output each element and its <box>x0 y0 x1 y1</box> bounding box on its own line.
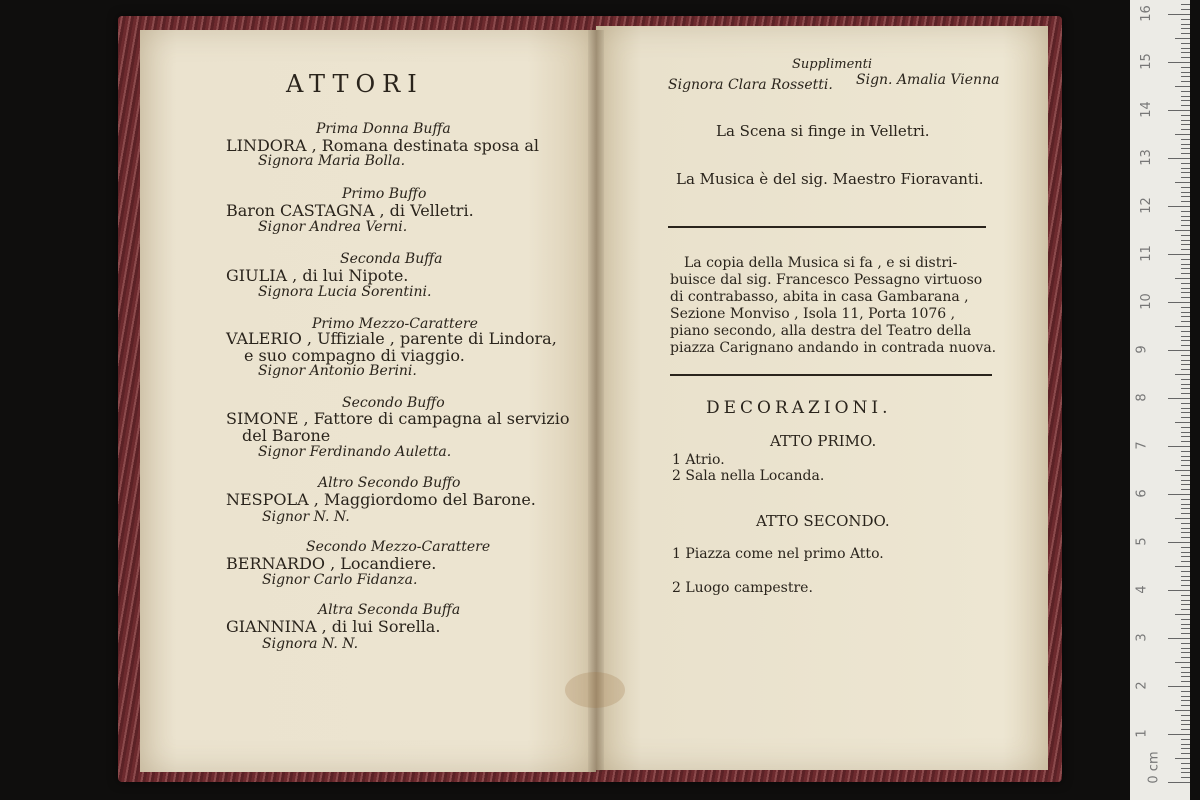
ruler-tick <box>1175 518 1190 519</box>
cast-role: Primo Mezzo-Carattere <box>312 316 478 332</box>
ruler-tick <box>1181 772 1190 773</box>
ruler-tick <box>1181 748 1190 749</box>
ruler-tick <box>1181 120 1190 121</box>
notice-line: piazza Carignano andando in contrada nuova. <box>670 340 997 356</box>
ruler-tick <box>1181 196 1190 197</box>
ruler-tick <box>1181 513 1190 514</box>
ruler-tick <box>1181 384 1190 385</box>
ruler-tick <box>1181 115 1190 116</box>
ruler-tick <box>1181 489 1190 490</box>
ruler-tick <box>1168 782 1190 783</box>
divider-rule <box>668 226 986 228</box>
ruler-tick <box>1181 244 1190 245</box>
ruler-tick <box>1181 624 1190 625</box>
ruler-tick <box>1181 700 1190 701</box>
ruler-tick <box>1175 86 1190 87</box>
ruler-tick <box>1168 158 1190 159</box>
ruler-tick <box>1181 153 1190 154</box>
ruler-tick <box>1181 105 1190 106</box>
cast-role: Seconda Buffa <box>340 251 443 267</box>
ruler-tick <box>1181 192 1190 193</box>
ruler-tick <box>1168 734 1190 735</box>
ruler-tick <box>1181 609 1190 610</box>
ruler-tick <box>1181 249 1190 250</box>
ruler-tick <box>1181 345 1190 346</box>
ruler-tick <box>1168 254 1190 255</box>
ruler-tick <box>1181 240 1190 241</box>
cast-actor: Signora N. N. <box>262 636 359 652</box>
atto-primo-title: ATTO PRIMO. <box>770 432 877 450</box>
supplementi-name: Signora Clara Rossetti. <box>668 77 833 93</box>
ruler-tick <box>1181 408 1190 409</box>
ruler-number: 10 <box>1138 293 1154 310</box>
ruler-tick <box>1175 470 1190 471</box>
ruler-number: 13 <box>1138 149 1154 166</box>
ruler-tick <box>1181 648 1190 649</box>
ruler-tick <box>1181 667 1190 668</box>
cast-actor: Signor Andrea Verni. <box>258 219 408 235</box>
atto-secondo-title: ATTO SECONDO. <box>756 512 890 530</box>
ruler-number: 1 <box>1134 729 1150 738</box>
ruler-tick <box>1168 686 1190 687</box>
ruler-tick <box>1181 264 1190 265</box>
cast-character: GIULIA , di lui Nipote. <box>226 266 409 285</box>
ruler-tick <box>1181 499 1190 500</box>
ruler-tick <box>1181 571 1190 572</box>
ruler-tick <box>1181 283 1190 284</box>
ruler-number: 16 <box>1138 5 1154 22</box>
ruler-number: 12 <box>1138 197 1154 214</box>
cast-actor: Signora Lucia Sorentini. <box>258 284 432 300</box>
ruler-tick <box>1181 724 1190 725</box>
ruler-tick <box>1181 81 1190 82</box>
ruler-tick <box>1181 321 1190 322</box>
ruler-tick <box>1181 19 1190 20</box>
ruler-tick <box>1181 556 1190 557</box>
cast-character: Baron CASTAGNA , di Velletri. <box>226 201 474 220</box>
scena-line: La Scena si finge in Velletri. <box>716 122 930 140</box>
ruler-tick <box>1181 600 1190 601</box>
ruler-tick <box>1181 504 1190 505</box>
ruler-tick <box>1181 480 1190 481</box>
cast-character: SIMONE , Fattore di campagna al servizio <box>226 409 570 428</box>
ruler-unit-label: 0 cm <box>1146 751 1162 784</box>
ruler-tick <box>1181 216 1190 217</box>
ruler-tick <box>1168 446 1190 447</box>
ruler-tick <box>1181 268 1190 269</box>
ruler-tick <box>1175 758 1190 759</box>
decorazioni-title: DECORAZIONI. <box>706 398 892 418</box>
ruler-tick <box>1181 532 1190 533</box>
ruler-tick <box>1175 614 1190 615</box>
ruler-tick <box>1181 43 1190 44</box>
cast-actor: Signor Carlo Fidanza. <box>262 572 418 588</box>
ruler-number: 6 <box>1134 489 1150 498</box>
ruler-tick <box>1181 436 1190 437</box>
ruler-tick <box>1168 590 1190 591</box>
ruler-number: 14 <box>1138 101 1154 118</box>
ruler-tick <box>1181 163 1190 164</box>
ruler-tick <box>1175 182 1190 183</box>
ruler-tick <box>1181 619 1190 620</box>
ruler-tick <box>1168 494 1190 495</box>
ruler-tick <box>1181 777 1190 778</box>
ruler-tick <box>1181 225 1190 226</box>
cast-character-continued: e suo compagno di viaggio. <box>244 346 465 365</box>
ruler-tick <box>1181 753 1190 754</box>
ruler-tick <box>1181 297 1190 298</box>
supplementi-label: Supplimenti <box>792 57 873 72</box>
ruler-tick <box>1181 379 1190 380</box>
ruler-tick <box>1181 72 1190 73</box>
ruler-tick <box>1181 484 1190 485</box>
ruler-tick <box>1181 172 1190 173</box>
ruler-number: 9 <box>1134 345 1150 354</box>
ruler-tick <box>1181 552 1190 553</box>
ruler-tick <box>1181 412 1190 413</box>
notice-line: La copia della Musica si fa , e si distri- <box>684 255 958 271</box>
ruler-tick <box>1181 432 1190 433</box>
ruler-tick <box>1181 763 1190 764</box>
ruler-tick <box>1175 662 1190 663</box>
ruler-tick <box>1181 696 1190 697</box>
ruler-tick <box>1181 465 1190 466</box>
ruler-tick <box>1181 288 1190 289</box>
ruler-tick <box>1181 360 1190 361</box>
decorazione-item: 1 Piazza come nel primo Atto. <box>672 546 884 562</box>
decorazione-item: 2 Sala nella Locanda. <box>672 468 825 484</box>
ruler-tick <box>1181 24 1190 25</box>
ruler-number: 4 <box>1134 585 1150 594</box>
ruler-tick <box>1181 456 1190 457</box>
supplementi-name: Sign. Amalia Vienna <box>856 72 1000 88</box>
ruler-tick <box>1168 14 1190 15</box>
ruler-tick <box>1181 475 1190 476</box>
ruler-number: 8 <box>1134 393 1150 402</box>
ruler-tick <box>1181 691 1190 692</box>
cast-actor: Signor Ferdinando Auletta. <box>258 444 452 460</box>
ruler-tick <box>1181 91 1190 92</box>
ruler-tick <box>1168 302 1190 303</box>
page-title-attori: ATTORI <box>286 70 424 98</box>
ruler-tick <box>1181 585 1190 586</box>
book-gutter <box>588 30 604 772</box>
ruler-tick <box>1168 62 1190 63</box>
cast-role: Primo Buffo <box>342 186 427 202</box>
cast-character: VALERIO , Uffiziale , parente di Lindora, <box>226 329 557 348</box>
ruler-tick <box>1181 441 1190 442</box>
ruler-tick <box>1181 364 1190 365</box>
ruler-tick <box>1181 369 1190 370</box>
ruler-tick <box>1181 211 1190 212</box>
cast-actor: Signor Antonio Berini. <box>258 363 417 379</box>
ruler-tick <box>1175 278 1190 279</box>
ruler-tick <box>1181 729 1190 730</box>
ruler-tick <box>1181 52 1190 53</box>
ruler-tick <box>1175 230 1190 231</box>
ruler-number: 3 <box>1134 633 1150 642</box>
ruler-tick <box>1181 235 1190 236</box>
ruler-tick <box>1181 628 1190 629</box>
musica-line: La Musica è del sig. Maestro Fioravanti. <box>676 170 984 188</box>
ruler-tick <box>1181 273 1190 274</box>
measuring-ruler <box>1130 0 1190 800</box>
ruler-tick <box>1181 316 1190 317</box>
ruler-tick <box>1175 374 1190 375</box>
ruler-tick <box>1181 576 1190 577</box>
ruler-tick <box>1181 48 1190 49</box>
ruler-tick <box>1175 38 1190 39</box>
ruler-tick <box>1175 566 1190 567</box>
ruler-tick <box>1168 110 1190 111</box>
ruler-number: 5 <box>1134 537 1150 546</box>
decorazione-item: 1 Atrio. <box>672 452 725 468</box>
ruler-tick <box>1181 187 1190 188</box>
ruler-tick <box>1181 523 1190 524</box>
ruler-tick <box>1181 417 1190 418</box>
cast-role: Altro Secondo Buffo <box>318 475 461 491</box>
ruler-tick <box>1181 561 1190 562</box>
ruler-tick <box>1181 604 1190 605</box>
ruler-tick <box>1181 9 1190 10</box>
ruler-tick <box>1181 139 1190 140</box>
ruler-tick <box>1181 672 1190 673</box>
ruler-tick <box>1181 96 1190 97</box>
ruler-tick <box>1181 355 1190 356</box>
cast-actor: Signora Maria Bolla. <box>258 153 406 169</box>
ruler-tick <box>1181 705 1190 706</box>
ruler-tick <box>1175 710 1190 711</box>
cast-character-continued: del Barone <box>242 426 331 445</box>
ruler-tick <box>1181 4 1190 5</box>
ruler-tick <box>1181 715 1190 716</box>
ruler-tick <box>1168 206 1190 207</box>
ruler-tick <box>1181 259 1190 260</box>
ruler-tick <box>1181 451 1190 452</box>
ruler-tick <box>1181 28 1190 29</box>
ruler-tick <box>1175 134 1190 135</box>
page-stain <box>565 672 625 708</box>
ruler-tick <box>1181 388 1190 389</box>
ruler-tick <box>1175 326 1190 327</box>
cast-role: Secondo Buffo <box>342 395 445 411</box>
ruler-tick <box>1181 331 1190 332</box>
cast-character: GIANNINA , di lui Sorella. <box>226 617 441 636</box>
ruler-tick <box>1181 33 1190 34</box>
ruler-tick <box>1181 595 1190 596</box>
ruler-tick <box>1181 643 1190 644</box>
ruler-tick <box>1181 393 1190 394</box>
cast-actor: Signor N. N. <box>262 509 350 525</box>
ruler-tick <box>1181 580 1190 581</box>
ruler-tick <box>1168 350 1190 351</box>
ruler-tick <box>1181 676 1190 677</box>
cast-character: LINDORA , Romana destinata sposa al <box>226 136 540 155</box>
ruler-tick <box>1181 547 1190 548</box>
notice-line: piano secondo, alla destra del Teatro della <box>670 323 972 339</box>
cast-character: BERNARDO , Locandiere. <box>226 554 437 573</box>
ruler-tick <box>1181 744 1190 745</box>
ruler-tick <box>1181 633 1190 634</box>
ruler-tick <box>1168 542 1190 543</box>
cast-role: Prima Donna Buffa <box>316 121 451 137</box>
ruler-number: 15 <box>1138 53 1154 70</box>
ruler-number: 7 <box>1134 441 1150 450</box>
ruler-tick <box>1181 336 1190 337</box>
ruler-tick <box>1181 403 1190 404</box>
divider-rule <box>670 374 992 376</box>
ruler-tick <box>1181 508 1190 509</box>
ruler-tick <box>1181 100 1190 101</box>
ruler-tick <box>1181 307 1190 308</box>
ruler-tick <box>1181 76 1190 77</box>
ruler-tick <box>1181 148 1190 149</box>
notice-line: Sezione Monviso , Isola 11, Porta 1076 , <box>670 306 956 322</box>
ruler-tick <box>1181 657 1190 658</box>
ruler-tick <box>1181 292 1190 293</box>
ruler-tick <box>1181 681 1190 682</box>
ruler-tick <box>1181 340 1190 341</box>
ruler-tick <box>1181 312 1190 313</box>
ruler-tick <box>1168 638 1190 639</box>
ruler-tick <box>1181 739 1190 740</box>
ruler-tick <box>1181 720 1190 721</box>
notice-line: di contrabasso, abita in casa Gambarana , <box>670 289 969 305</box>
ruler-tick <box>1181 460 1190 461</box>
ruler-tick <box>1181 168 1190 169</box>
ruler-number: 2 <box>1134 681 1150 690</box>
ruler-tick <box>1181 537 1190 538</box>
ruler-tick <box>1181 201 1190 202</box>
ruler-number: 11 <box>1138 245 1154 262</box>
ruler-tick <box>1181 57 1190 58</box>
ruler-tick <box>1181 129 1190 130</box>
ruler-tick <box>1181 124 1190 125</box>
ruler-tick <box>1181 144 1190 145</box>
cast-role: Secondo Mezzo-Carattere <box>306 539 491 555</box>
ruler-tick <box>1181 67 1190 68</box>
ruler-tick <box>1181 768 1190 769</box>
cast-character: NESPOLA , Maggiordomo del Barone. <box>226 490 536 509</box>
ruler-tick <box>1181 177 1190 178</box>
ruler-tick <box>1181 528 1190 529</box>
ruler-tick <box>1168 398 1190 399</box>
ruler-tick <box>1181 427 1190 428</box>
cast-role: Altra Seconda Buffa <box>318 602 461 618</box>
decorazione-item: 2 Luogo campestre. <box>672 580 813 596</box>
notice-line: buisce dal sig. Francesco Pessagno virtuoso <box>670 272 983 288</box>
ruler-tick <box>1181 652 1190 653</box>
ruler-tick <box>1181 220 1190 221</box>
ruler-tick <box>1175 422 1190 423</box>
